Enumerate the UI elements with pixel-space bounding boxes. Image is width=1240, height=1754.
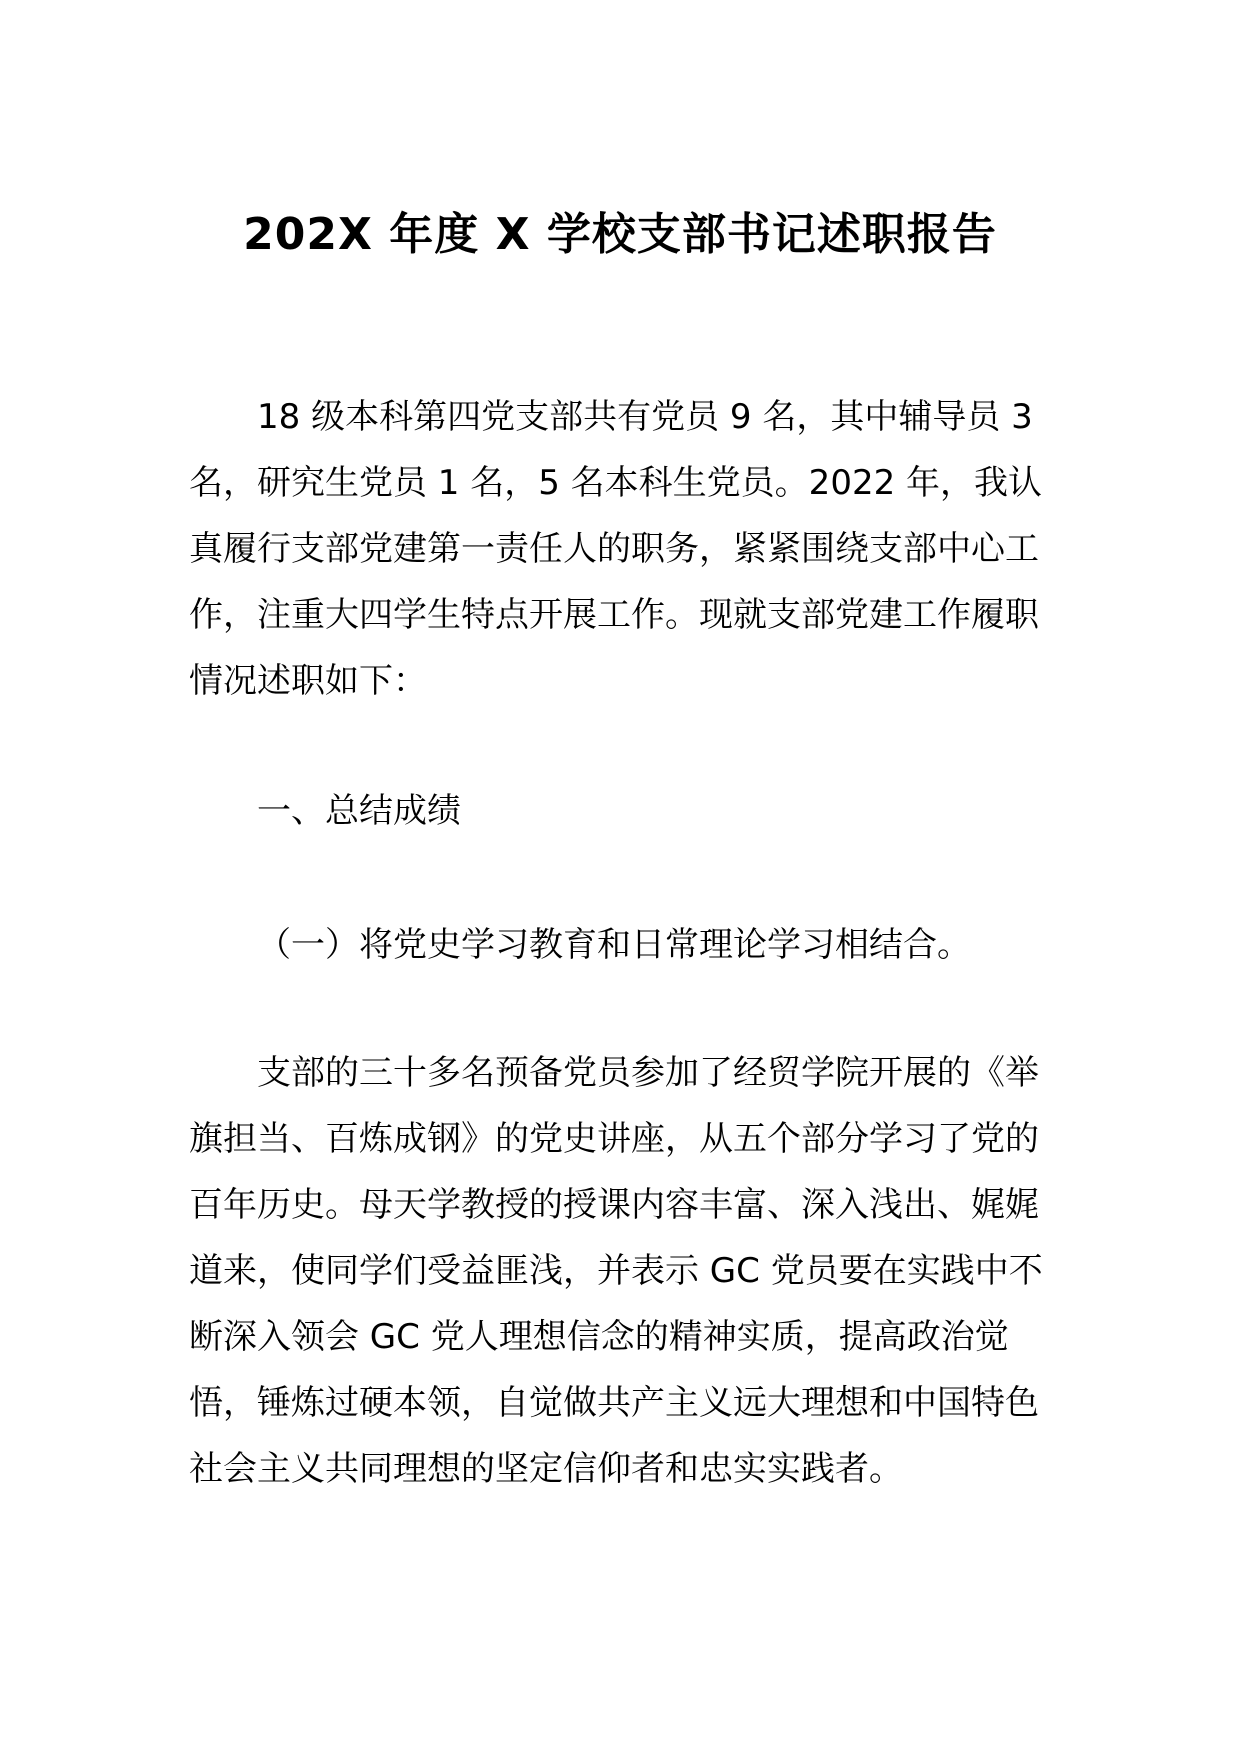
intro-paragraph: 18 级本科第四党支部共有党员 9 名，其中辅导员 3 名，研究生党员 1 名，5 名本科生党员。2022 年，我认真履行支部党建第一责任人的职务，紧紧围绕支部中心工作，注重大四学生特点开展工作。现就支部党建工作履职情况述职如下： [189, 397, 1043, 701]
document-title: 202X 年度 X 学校支部书记述职报告 [243, 209, 997, 260]
subsection-heading: （一）将党史学习教育和日常理论学习相结合。 [257, 925, 971, 965]
body-paragraph: 支部的三十多名预备党员参加了经贸学院开展的《举旗担当、百炼成钢》的党史讲座，从五个部分学习了党的百年历史。母天学教授的授课内容丰富、深入浅出、娓娓道来，使同学们受益匪浅，并表示 GC 党员要在实践中不断深入领会 GC 党人理想信念的精神实质，提高政治觉悟，锤炼过硬本领，自觉做共产主义远大理想和中国特色社会主义共同理想的坚定信仰者和忠实实践者。 [189, 1053, 1043, 1489]
section-heading: 一、总结成绩 [257, 791, 461, 831]
